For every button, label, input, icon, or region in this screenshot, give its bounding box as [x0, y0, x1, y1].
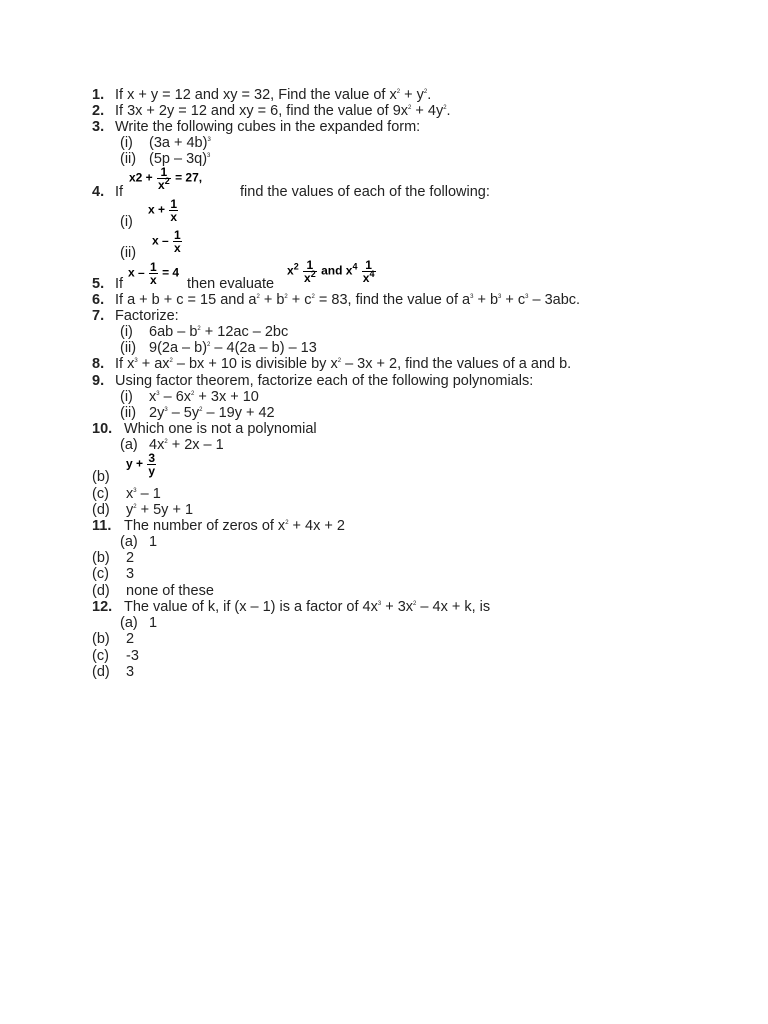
question-12-option-d — [92, 664, 134, 680]
part-text: – 19y + 42 — [202, 405, 275, 421]
question-10-option-b — [92, 469, 126, 485]
question-number: 11. — [92, 518, 112, 534]
question-10-option-a — [120, 437, 224, 453]
question-text: + 3x — [381, 599, 414, 615]
part-text: 9(2a – b) — [149, 340, 208, 356]
formula-text: x – — [128, 265, 145, 280]
question-11-option-c — [92, 566, 134, 582]
part-label: (i) — [120, 324, 133, 340]
question-text: If a + b + c = 15 and a — [115, 292, 257, 308]
question-text: Which one is not a polynomial — [124, 421, 317, 437]
numerator: 1 — [150, 260, 157, 274]
numerator: 1 — [157, 166, 171, 179]
question-11-option-a — [120, 534, 157, 550]
question-12 — [92, 599, 490, 615]
part-label: (ii) — [120, 340, 137, 356]
question-2 — [92, 103, 451, 119]
question-3-part-i — [120, 135, 211, 151]
part-text: – 5y — [167, 405, 200, 421]
superscript: 2 — [337, 358, 342, 365]
superscript: 2 — [413, 601, 417, 608]
formula-q4-i — [148, 198, 179, 223]
fraction — [169, 198, 178, 223]
superscript: 3 — [156, 391, 160, 398]
question-text: + ax — [137, 356, 170, 372]
question-text: If 3x + 2y = 12 and xy = 6, find the value of 9x — [115, 103, 409, 119]
question-4-continuation — [240, 184, 490, 200]
option-label: (a) — [120, 437, 138, 453]
denominator-text: x — [362, 271, 370, 285]
option-label: (b) — [92, 550, 110, 566]
formula-text: y + — [126, 456, 144, 471]
question-text: + b — [473, 292, 499, 308]
part-label: (i) — [120, 389, 133, 405]
numerator: 3 — [148, 451, 156, 465]
option-label: (b) — [92, 631, 110, 647]
option-label: (c) — [92, 566, 109, 582]
part-label: (i) — [120, 214, 133, 230]
fraction — [147, 452, 156, 477]
question-text: = 83, find the value of a — [314, 292, 471, 308]
question-11-option-d — [92, 583, 214, 599]
superscript: 2 — [164, 439, 168, 446]
part-label: (ii) — [120, 405, 137, 421]
question-7 — [92, 308, 179, 324]
numerator: 1 — [362, 259, 376, 272]
question-text: Using factor theorem, factorize each of the following polynomials: — [115, 373, 534, 389]
option-label: (c) — [92, 486, 109, 502]
question-number: 12. — [92, 599, 113, 615]
superscript: 3 — [498, 294, 502, 301]
superscript: 3 — [134, 358, 138, 365]
question-text: – 3x + 2, find the values of a and b. — [341, 356, 572, 372]
superscript: 2 — [199, 407, 203, 414]
part-label: (ii) — [120, 245, 137, 261]
option-text: 2 — [126, 631, 135, 647]
question-number: 1. — [92, 87, 105, 103]
superscript: 2 — [191, 391, 195, 398]
question-5 — [92, 276, 123, 292]
superscript: 3 — [525, 294, 529, 301]
question-number: 5. — [92, 276, 105, 292]
option-label: (a) — [120, 534, 138, 550]
question-9-part-i — [120, 389, 259, 405]
denominator — [362, 269, 376, 285]
question-number: 3. — [92, 119, 105, 135]
superscript: 2 — [443, 105, 447, 112]
formula-text: x — [287, 263, 294, 278]
question-text: . — [427, 87, 432, 103]
option-text: + 2x – 1 — [167, 437, 224, 453]
superscript: 3 — [207, 153, 211, 160]
question-text: find the values of each of the following: — [240, 184, 490, 200]
part-text: – 4(2a – b) – 13 — [210, 340, 317, 356]
question-text: . — [446, 103, 451, 119]
option-text: 1 — [149, 534, 158, 550]
question-text: + c — [501, 292, 526, 308]
numerator: 1 — [303, 259, 317, 272]
part-text: 2y — [149, 405, 165, 421]
superscript: 2 — [133, 504, 137, 511]
option-label: (d) — [92, 664, 110, 680]
question-8 — [92, 356, 571, 372]
question-6 — [92, 292, 580, 308]
formula-q4 — [129, 166, 202, 191]
question-number: 7. — [92, 308, 105, 324]
question-text: If — [115, 276, 124, 292]
formula-text: x + — [148, 202, 166, 217]
formula-q5-evaluate — [287, 259, 377, 284]
option-text: – 1 — [136, 486, 161, 502]
fraction — [157, 166, 171, 191]
denominator: x — [150, 273, 157, 287]
option-label: (d) — [92, 502, 110, 518]
question-text: If x — [115, 356, 135, 372]
denominator: x — [170, 210, 178, 224]
superscript: 2 — [207, 342, 211, 349]
part-text: – 6x — [159, 389, 192, 405]
question-10-option-d — [92, 502, 193, 518]
question-1 — [92, 87, 431, 103]
part-text: (5p – 3q) — [149, 151, 208, 167]
part-text: + 12ac – 2bc — [200, 324, 289, 340]
superscript: 3 — [133, 488, 137, 495]
question-number: 9. — [92, 373, 105, 389]
formula-text: x – — [152, 233, 169, 248]
part-label: (i) — [120, 135, 133, 151]
denominator: x — [174, 241, 181, 255]
numerator: 1 — [174, 228, 181, 242]
formula-q10-b — [126, 452, 157, 477]
option-label: (d) — [92, 583, 110, 599]
question-4 — [92, 184, 123, 200]
formula-text: x2 + — [129, 170, 153, 185]
option-text: 1 — [149, 615, 158, 631]
option-text: + 5y + 1 — [136, 502, 194, 518]
superscript: 2 — [169, 358, 173, 365]
fraction — [149, 261, 158, 286]
question-text: + 4x + 2 — [288, 518, 345, 534]
part-text: x — [149, 389, 157, 405]
question-9 — [92, 373, 533, 389]
superscript: 2 — [408, 105, 412, 112]
question-11-option-b — [92, 550, 134, 566]
part-text: (3a + 4b) — [149, 135, 208, 151]
question-11 — [92, 518, 345, 534]
option-label: (b) — [92, 469, 110, 485]
question-text: then evaluate — [187, 276, 275, 292]
option-text: -3 — [126, 648, 139, 664]
denominator — [157, 176, 171, 192]
question-text: Write the following cubes in the expanded form: — [115, 119, 421, 135]
question-text: – 3abc. — [528, 292, 581, 308]
question-10 — [92, 421, 317, 437]
question-4-part-i — [120, 214, 149, 230]
question-12-option-a — [120, 615, 157, 631]
question-text: The value of k, if (x – 1) is a factor of 4x — [124, 599, 378, 615]
exponent: 4 — [352, 261, 358, 272]
superscript: 3 — [470, 294, 474, 301]
question-5-then — [187, 276, 274, 292]
question-text: Factorize: — [115, 308, 179, 324]
formula-q4-ii — [152, 229, 183, 254]
question-10-option-c — [92, 486, 161, 502]
superscript: 3 — [207, 137, 211, 144]
superscript: 3 — [164, 407, 168, 414]
question-7-part-i — [120, 324, 288, 340]
question-3 — [92, 119, 420, 135]
question-9-part-ii — [120, 405, 275, 421]
superscript: 3 — [377, 601, 382, 608]
fraction — [303, 259, 317, 284]
option-text: 2 — [126, 550, 135, 566]
part-text: + 3x + 10 — [194, 389, 259, 405]
option-text: none of these — [126, 583, 214, 599]
part-label: (ii) — [120, 151, 137, 167]
question-number: 4. — [92, 184, 105, 200]
question-text: + c — [287, 292, 312, 308]
option-text: y — [126, 502, 134, 518]
superscript: 2 — [396, 89, 401, 96]
question-text: + 4y — [411, 103, 444, 119]
superscript: 2 — [197, 326, 201, 333]
option-text: x — [126, 486, 134, 502]
question-text: If x + y = 12 and xy = 32, Find the value of x — [115, 87, 397, 103]
formula-text: and x — [321, 263, 353, 278]
exponent: 2 — [293, 261, 299, 272]
fraction — [362, 259, 376, 284]
exponent: 2 — [164, 176, 170, 186]
question-12-option-c — [92, 648, 139, 664]
denominator-text: x — [304, 271, 311, 285]
superscript: 2 — [423, 89, 428, 96]
question-number: 8. — [92, 356, 105, 372]
part-text: 6ab – b — [149, 324, 198, 340]
denominator: y — [148, 464, 156, 478]
question-text: + y — [400, 87, 424, 103]
option-label: (c) — [92, 648, 109, 664]
question-text: If — [115, 184, 124, 200]
superscript: 2 — [311, 294, 315, 301]
exponent: 4 — [369, 269, 375, 279]
option-text: 3 — [126, 664, 135, 680]
question-number: 2. — [92, 103, 105, 119]
superscript: 2 — [284, 294, 288, 301]
question-number: 6. — [92, 292, 105, 308]
numerator: 1 — [170, 197, 178, 211]
formula-text: = 27, — [175, 170, 203, 185]
question-text: – 4x + k, is — [416, 599, 491, 615]
question-number: 10. — [92, 421, 113, 437]
exponent: 2 — [310, 269, 316, 279]
formula-q5-condition — [128, 261, 179, 286]
denominator — [303, 269, 317, 285]
question-text: – bx + 10 is divisible by x — [172, 356, 338, 372]
question-text: + b — [259, 292, 285, 308]
superscript: 2 — [256, 294, 260, 301]
question-7-part-ii — [120, 340, 317, 356]
question-12-option-b — [92, 631, 134, 647]
question-4-part-ii — [120, 245, 149, 261]
superscript: 2 — [285, 520, 289, 527]
option-text: 3 — [126, 566, 135, 582]
denominator-text: x — [158, 178, 165, 192]
question-text: The number of zeros of x — [124, 518, 286, 534]
fraction — [173, 229, 182, 254]
option-label: (a) — [120, 615, 138, 631]
formula-text: = 4 — [162, 265, 180, 280]
option-text: 4x — [149, 437, 165, 453]
